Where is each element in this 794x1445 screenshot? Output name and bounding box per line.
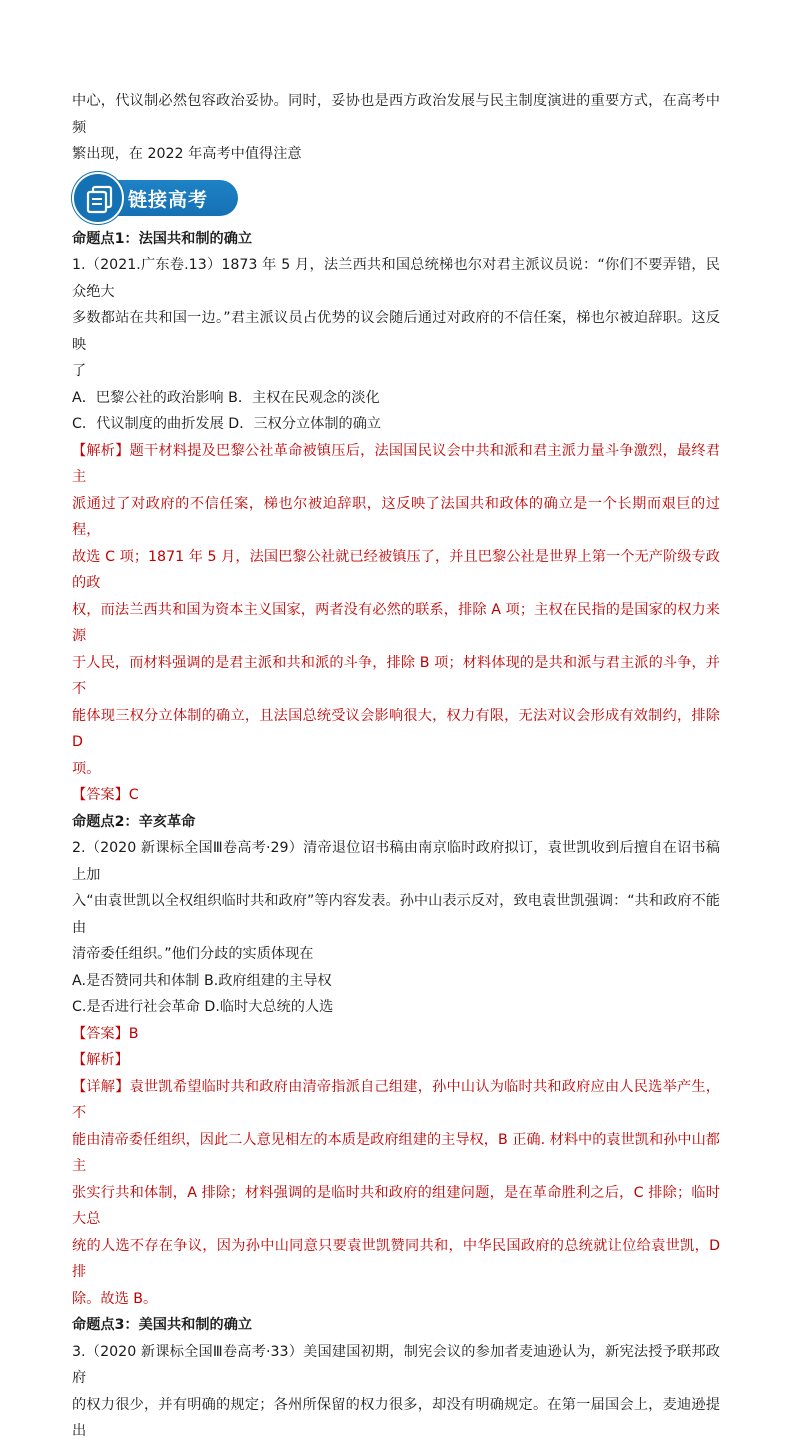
section-1-heading: 命题点1：法国共和制的确立 [72,230,253,247]
section-2-heading: 命题点2：辛亥革命 [72,813,196,830]
q1-analysis-line-4: 权，而法兰西共和国为资本主义国家，两者没有必然的联系，排除 A 项；主权在民指的是国家的权力来源 [72,601,720,644]
answer-tag: 【答案】 [72,787,129,803]
q2-detail-line-4: 统的人选不存在争议，因为孙中山同意只要袁世凯赞同共和，中华民国政府的总统就让位给袁世凯，D 排 [72,1237,720,1280]
q1-analysis-line-2: 派通过了对政府的不信任案，梯也尔被迫辞职，这反映了法国共和政体的确立是一个长期而艰巨的过程， [72,495,720,538]
document-content [72,88,720,1445]
q2-option-cd: C.是否进行社会革命 D.临时大总统的人选 [72,999,334,1015]
q1-option-cd: C．代议制度的曲折发展 D．三权分立体制的确立 [72,416,382,432]
q2-detail-line-2: 能由清帝委任组织，因此二人意见相左的本质是政府组建的主导权，B 正确. 材料中的袁世凯和孙中山都主 [72,1131,720,1174]
q1-option-ab: A．巴黎公社的政治影响 B．主权在民观念的淡化 [72,389,380,406]
q1-analysis-line-1 [72,438,720,491]
analysis-tag: 【解析】 [72,442,130,459]
q2-line-2: 入“由袁世凯以全权组织临时共和政府”等内容发表。孙中山表示反对，致电袁世凯强调：“共和政府不能由 [72,893,720,936]
q1-line-3: 了 [72,363,87,379]
intro-line-1: 中心，代议制必然包容政治妥协。同时，妥协也是西方政治发展与民主制度演进的重要方式，在高考中频 [72,93,720,136]
q1-line-2: 多数都站在共和国一边。”君主派议员占优势的议会随后通过对政府的不信任案，梯也尔被迫辞职。这反映 [72,310,720,353]
q1-analysis-line-6: 能体现三权分立体制的确立，且法国总统受议会影响很大，权力有限，无法对议会形成有效制约，排除 D [72,707,720,750]
q1-analysis-line-7: 项。 [72,760,101,777]
document-stack-icon [84,185,116,215]
q2-line-1: 2.（2020 新课标全国Ⅲ卷高考·29）清帝退位诏书稿由南京临时政府拟订，袁世凯收到后擅自在诏书稿上加 [72,840,720,883]
q1-line-1: 1.（2021.广东卷.13）1873 年 5 月，法兰西共和国总统梯也尔对君主派议员说：“你们不要弄错，民众绝大 [72,257,720,300]
q2-detail-line-5: 除。故选 B。 [72,1290,158,1307]
banner-title: 链接高考 [128,188,209,211]
q2-detail-line-1 [72,1074,720,1127]
q3-line-1: 3.（2020 新课标全国Ⅲ卷高考·33）美国建国初期，制宪会议的参加者麦迪逊认为，新宪法授予联邦政府 [72,1343,720,1386]
answer-value: B [128,1025,139,1042]
q1-analysis-line-5: 于人民，而材料强调的是君主派和共和派的斗争，排除 B 项；材料体现的是共和派与君主派的斗争，并不 [72,654,720,697]
q2-line-3: 清帝委任组织。”他们分歧的实质体现在 [72,946,314,962]
q1-answer [72,782,720,809]
q3-line-2: 的权力很少，并有明确的规定；各州所保留的权力很多，却没有明确规定。在第一届国会上，麦迪逊提出 [72,1396,720,1439]
intro-line-2: 繁出现，在 2022 年高考中值得注意 [72,146,302,162]
answer-tag: 【答案】 [72,1025,129,1042]
detail-tag: 【详解】 [72,1078,130,1095]
q2-detail-line-3: 张实行共和体制，A 排除；材料强调的是临时共和政府的组建问题，是在革命胜利之后，C 排除；临时大总 [72,1184,720,1227]
q2-analysis-label: 【解析】 [72,1052,129,1068]
q1-analysis-line-3: 故选 C 项；1871 年 5 月，法国巴黎公社就已经被镇压了，并且巴黎公社是世界上第一个无产阶级专政的政 [72,548,720,591]
q2-answer [72,1021,720,1048]
section-3-heading: 命题点3：美国共和制的确立 [72,1317,253,1333]
answer-value: C [128,787,139,803]
link-gaokao-banner [72,172,720,224]
q2-option-ab: A.是否赞同共和体制 B.政府组建的主导权 [72,972,332,989]
analysis-text: 题干材料提及巴黎公社革命被镇压后，法国国民议会中共和派和君主派力量斗争激烈，最终君主 [72,442,720,485]
detail-text: 袁世凯希望临时共和政府由清帝指派自己组建，孙中山认为临时共和政府应由人民选举产生，不 [72,1078,720,1121]
banner-badge [72,172,124,224]
